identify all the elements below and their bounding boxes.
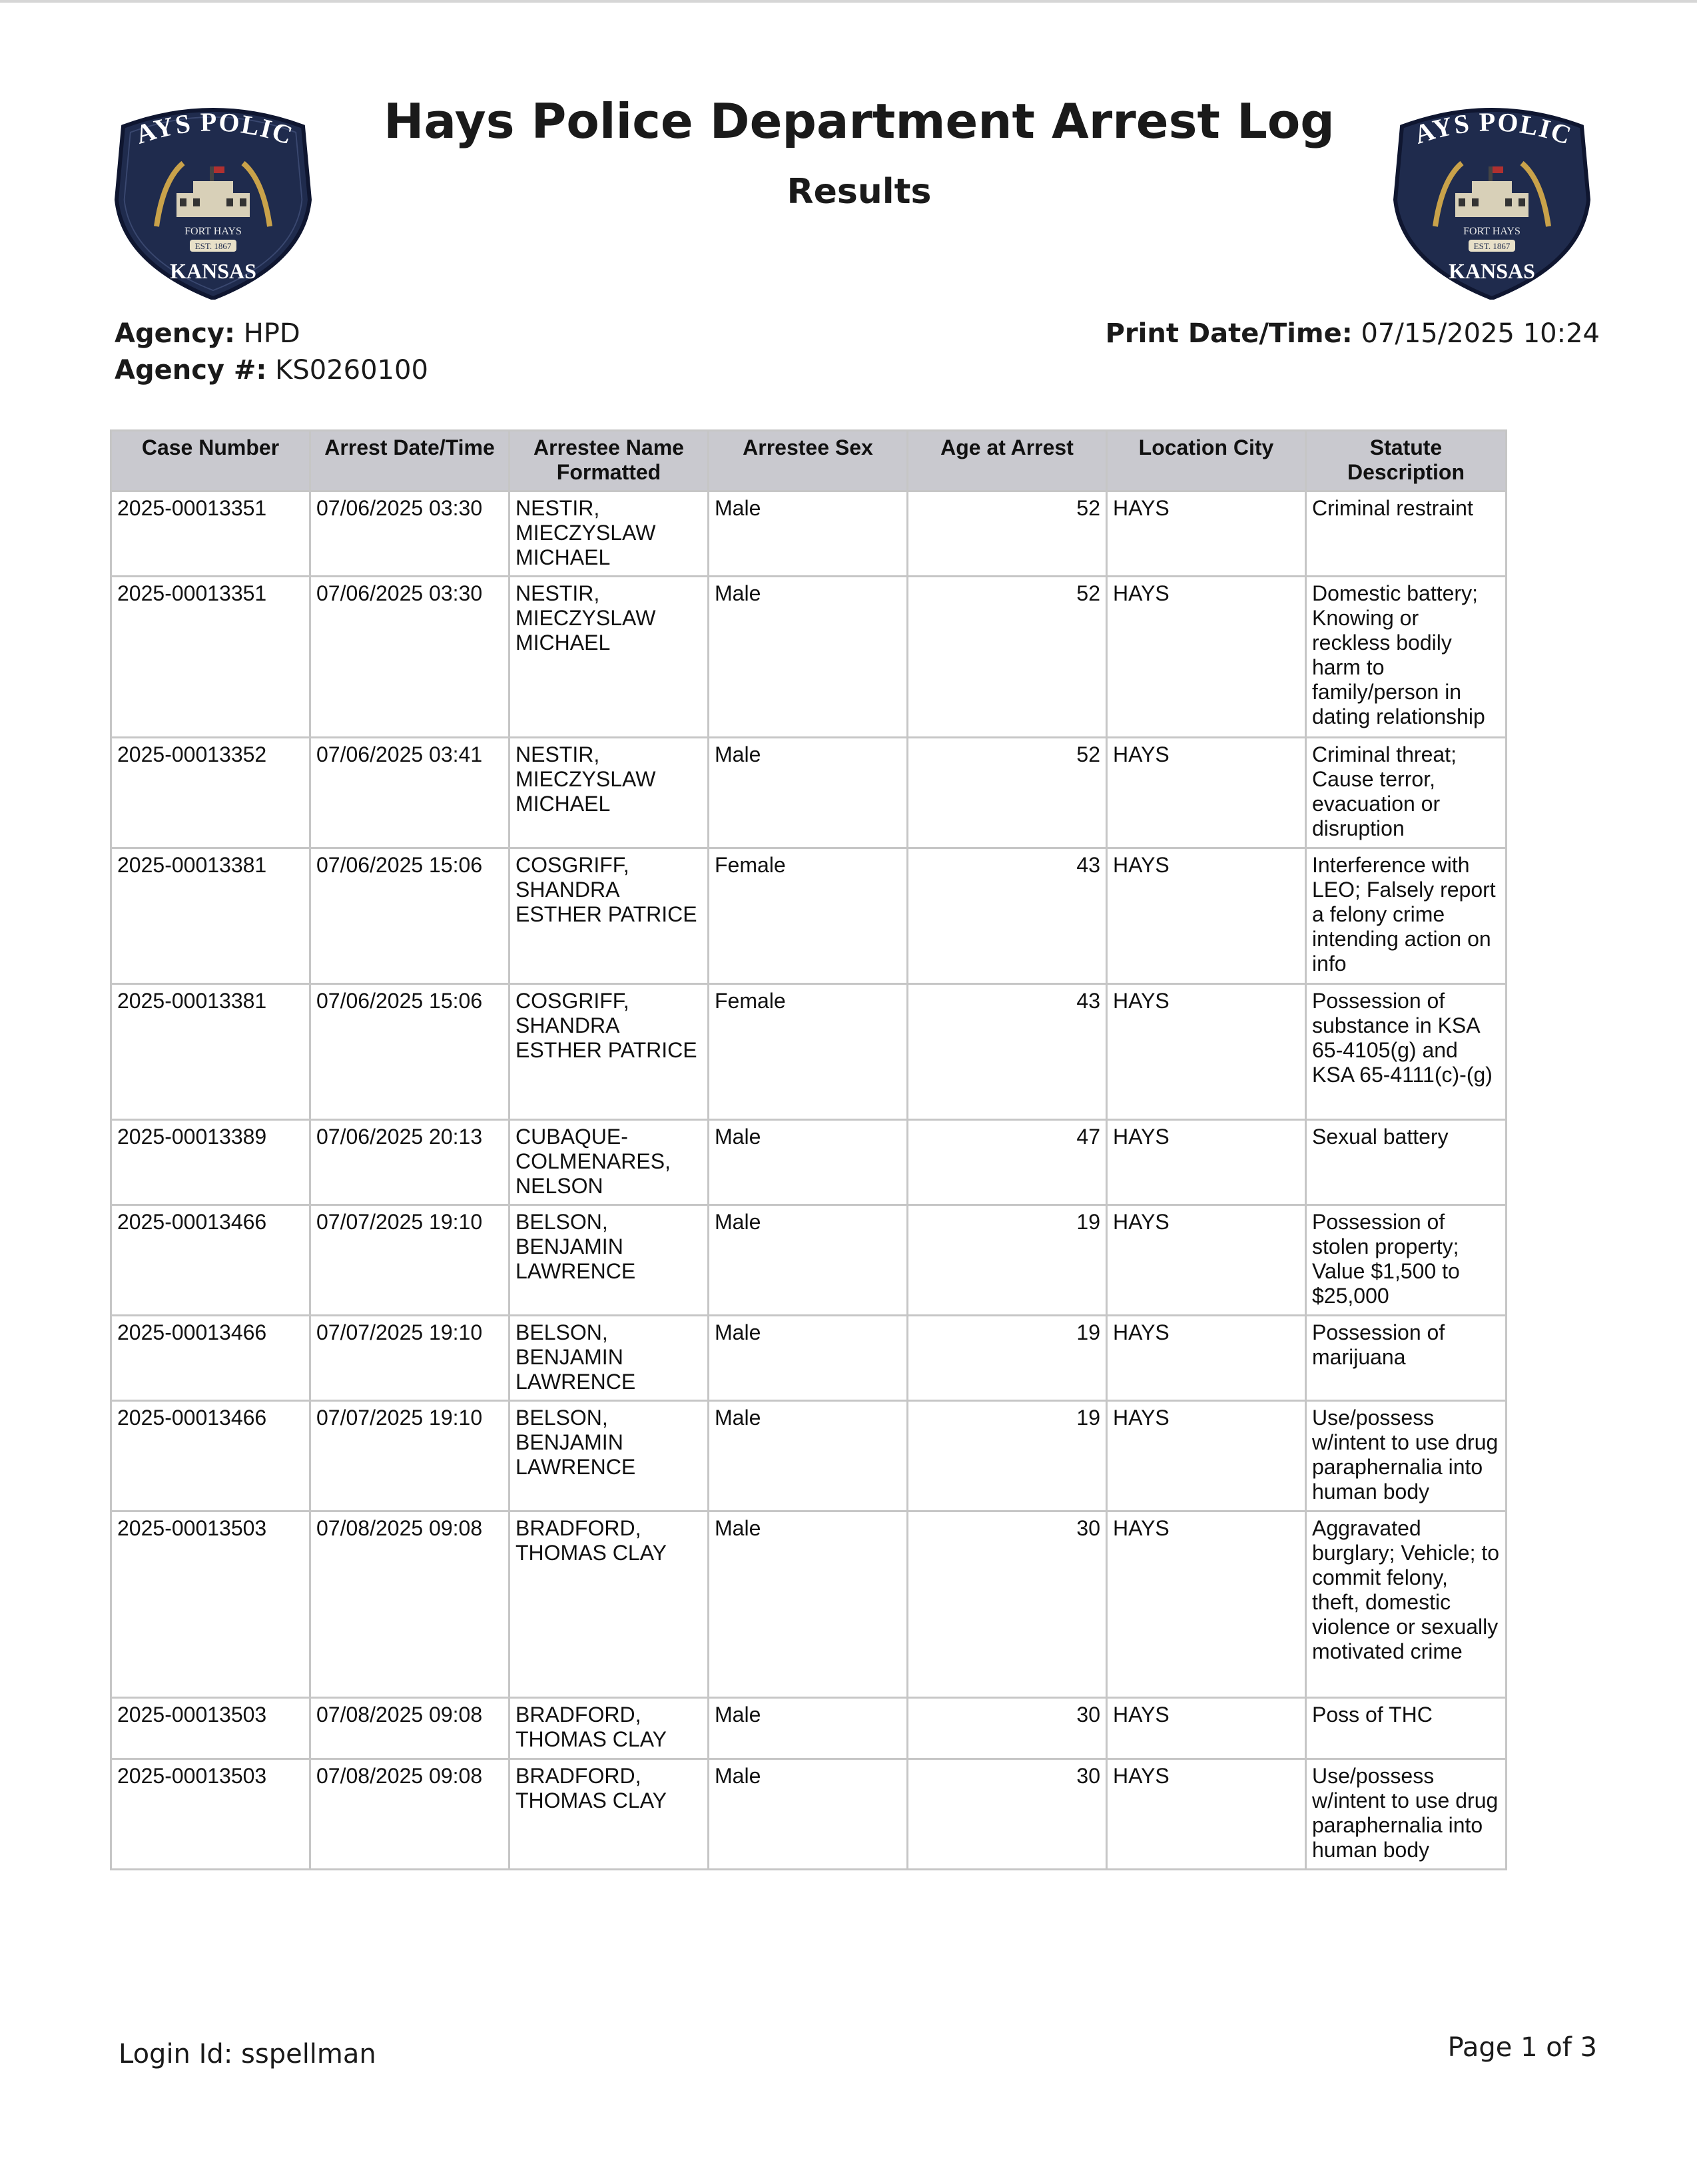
age-cell: 19 <box>908 1316 1107 1401</box>
arrestee-name-cell: NESTIR, MIECZYSLAW MICHAEL <box>509 491 709 577</box>
print-date-label: Print Date/Time: <box>1105 318 1353 349</box>
table-row <box>111 984 1507 1120</box>
statute-cell: Criminal restraint <box>1306 491 1507 577</box>
arrest-datetime-cell: 07/06/2025 03:41 <box>310 738 509 848</box>
arrestee-sex-cell: Male <box>709 491 908 577</box>
table-row <box>111 1316 1507 1401</box>
arrestee-name-cell: CUBAQUE-COLMENARES, NELSON <box>509 1120 709 1205</box>
statute-cell: Possession of marijuana <box>1306 1316 1507 1401</box>
city-cell: HAYS <box>1107 1759 1306 1870</box>
arrest-datetime-cell: 07/08/2025 09:08 <box>310 1759 509 1870</box>
table-row <box>111 577 1507 738</box>
arrestee-name-cell: NESTIR, MIECZYSLAW MICHAEL <box>509 738 709 848</box>
case-number-cell: 2025-00013503 <box>111 1511 310 1698</box>
hays-police-badge-left <box>110 100 316 300</box>
login-value: sspellman <box>241 2039 376 2069</box>
city-cell: HAYS <box>1107 1316 1306 1401</box>
agency-value: HPD <box>243 318 300 349</box>
statute-cell: Possession of stolen property; Value $1,500 to $25,000 <box>1306 1205 1507 1316</box>
arrestee-name-cell: BRADFORD, THOMAS CLAY <box>509 1698 709 1759</box>
arrestee-sex-cell: Male <box>709 1698 908 1759</box>
table-row <box>111 1120 1507 1205</box>
case-number-cell: 2025-00013351 <box>111 491 310 577</box>
arrest-datetime-cell: 07/06/2025 03:30 <box>310 491 509 577</box>
arrest-datetime-cell: 07/08/2025 09:08 <box>310 1511 509 1698</box>
badge-bottom-text: KANSAS <box>170 259 256 283</box>
city-cell: HAYS <box>1107 984 1306 1120</box>
statute-cell: Domestic battery; Knowing or reckless bodily harm to family/person in dating relationship <box>1306 577 1507 738</box>
page-indicator: Page 1 of 3 <box>1447 2032 1597 2063</box>
agency-number-value: KS0260100 <box>275 355 428 386</box>
agency-number-label: Agency #: <box>115 355 267 386</box>
case-number-cell: 2025-00013466 <box>111 1401 310 1511</box>
arrestee-sex-cell: Female <box>709 984 908 1120</box>
arrestee-name-cell: COSGRIFF, SHANDRA ESTHER PATRICE <box>509 984 709 1120</box>
hays-police-badge-right <box>1389 100 1595 300</box>
age-cell: 19 <box>908 1401 1107 1511</box>
table-header-row <box>111 431 1507 491</box>
arrestee-sex-cell: Male <box>709 1316 908 1401</box>
print-date-value: 07/15/2025 10:24 <box>1361 318 1600 349</box>
city-cell: HAYS <box>1107 1205 1306 1316</box>
age-cell: 52 <box>908 577 1107 738</box>
page-title: Hays Police Department Arrest Log <box>384 93 1335 149</box>
age-cell: 30 <box>908 1698 1107 1759</box>
scan-edge-line <box>0 0 1697 3</box>
column-header: Arrestee Sex <box>709 431 908 491</box>
city-cell: HAYS <box>1107 491 1306 577</box>
page-subtitle: Results <box>787 172 932 212</box>
table-row <box>111 1205 1507 1316</box>
table-row <box>111 1401 1507 1511</box>
age-cell: 19 <box>908 1205 1107 1316</box>
arrestee-sex-cell: Male <box>709 1511 908 1698</box>
case-number-cell: 2025-00013503 <box>111 1759 310 1870</box>
city-cell: HAYS <box>1107 577 1306 738</box>
column-header: Age at Arrest <box>908 431 1107 491</box>
agency-number-line <box>115 355 428 386</box>
case-number-cell: 2025-00013466 <box>111 1205 310 1316</box>
table-row <box>111 491 1507 577</box>
table-row <box>111 848 1507 984</box>
case-number-cell: 2025-00013351 <box>111 577 310 738</box>
case-number-cell: 2025-00013503 <box>111 1698 310 1759</box>
agency-line <box>115 318 300 349</box>
column-header: Arrest Date/Time <box>310 431 509 491</box>
column-header: Statute Description <box>1306 431 1507 491</box>
city-cell: HAYS <box>1107 738 1306 848</box>
column-header: Arrestee Name Formatted <box>509 431 709 491</box>
badge-bottom-text: KANSAS <box>1449 259 1535 283</box>
case-number-cell: 2025-00013466 <box>111 1316 310 1401</box>
arrest-datetime-cell: 07/07/2025 19:10 <box>310 1316 509 1401</box>
login-id-line <box>119 2039 376 2069</box>
login-label: Login Id: <box>119 2039 233 2069</box>
badge-est-text: EST. 1867 <box>1473 241 1511 251</box>
statute-cell: Possession of substance in KSA 65-4105(g) and KSA 65-4111(c)-(g) <box>1306 984 1507 1120</box>
statute-cell: Use/possess w/intent to use drug paraphernalia into human body <box>1306 1401 1507 1511</box>
arrest-datetime-cell: 07/06/2025 03:30 <box>310 577 509 738</box>
badge-middle-text: FORT HAYS <box>184 226 242 237</box>
age-cell: 47 <box>908 1120 1107 1205</box>
badge-top-text: AYS POLIC <box>132 107 298 151</box>
arrestee-sex-cell: Female <box>709 848 908 984</box>
arrestee-name-cell: BELSON, BENJAMIN LAWRENCE <box>509 1316 709 1401</box>
statute-cell: Use/possess w/intent to use drug paraphernalia into human body <box>1306 1759 1507 1870</box>
badge-top-text: AYS POLIC <box>1411 107 1576 151</box>
case-number-cell: 2025-00013389 <box>111 1120 310 1205</box>
arrest-log-table <box>110 429 1507 1870</box>
arrest-datetime-cell: 07/06/2025 15:06 <box>310 984 509 1120</box>
age-cell: 52 <box>908 491 1107 577</box>
print-date-line <box>1106 318 1600 349</box>
arrestee-sex-cell: Male <box>709 577 908 738</box>
age-cell: 43 <box>908 848 1107 984</box>
column-header: Location City <box>1107 431 1306 491</box>
statute-cell: Interference with LEO; Falsely report a felony crime intending action on info <box>1306 848 1507 984</box>
arrest-datetime-cell: 07/06/2025 20:13 <box>310 1120 509 1205</box>
arrest-datetime-cell: 07/08/2025 09:08 <box>310 1698 509 1759</box>
arrestee-sex-cell: Male <box>709 738 908 848</box>
arrestee-sex-cell: Male <box>709 1759 908 1870</box>
case-number-cell: 2025-00013352 <box>111 738 310 848</box>
case-number-cell: 2025-00013381 <box>111 984 310 1120</box>
city-cell: HAYS <box>1107 1120 1306 1205</box>
arrest-datetime-cell: 07/07/2025 19:10 <box>310 1205 509 1316</box>
table-row <box>111 1698 1507 1759</box>
arrestee-name-cell: BRADFORD, THOMAS CLAY <box>509 1511 709 1698</box>
city-cell: HAYS <box>1107 1401 1306 1511</box>
arrestee-name-cell: COSGRIFF, SHANDRA ESTHER PATRICE <box>509 848 709 984</box>
table-row <box>111 1511 1507 1698</box>
agency-label: Agency: <box>115 318 235 349</box>
arrest-datetime-cell: 07/06/2025 15:06 <box>310 848 509 984</box>
statute-cell: Poss of THC <box>1306 1698 1507 1759</box>
statute-cell: Criminal threat; Cause terror, evacuation or disruption <box>1306 738 1507 848</box>
arrestee-name-cell: BELSON, BENJAMIN LAWRENCE <box>509 1205 709 1316</box>
badge-middle-text: FORT HAYS <box>1463 226 1521 237</box>
arrestee-name-cell: BELSON, BENJAMIN LAWRENCE <box>509 1401 709 1511</box>
table-row <box>111 738 1507 848</box>
age-cell: 30 <box>908 1511 1107 1698</box>
arrest-datetime-cell: 07/07/2025 19:10 <box>310 1401 509 1511</box>
statute-cell: Aggravated burglary; Vehicle; to commit felony, theft, domestic violence or sexually motivated crime <box>1306 1511 1507 1698</box>
city-cell: HAYS <box>1107 848 1306 984</box>
city-cell: HAYS <box>1107 1698 1306 1759</box>
age-cell: 43 <box>908 984 1107 1120</box>
arrestee-sex-cell: Male <box>709 1120 908 1205</box>
statute-cell: Sexual battery <box>1306 1120 1507 1205</box>
column-header: Case Number <box>111 431 310 491</box>
arrestee-name-cell: BRADFORD, THOMAS CLAY <box>509 1759 709 1870</box>
badge-est-text: EST. 1867 <box>194 241 232 251</box>
arrestee-sex-cell: Male <box>709 1205 908 1316</box>
arrestee-sex-cell: Male <box>709 1401 908 1511</box>
city-cell: HAYS <box>1107 1511 1306 1698</box>
arrestee-name-cell: NESTIR, MIECZYSLAW MICHAEL <box>509 577 709 738</box>
table-row <box>111 1759 1507 1870</box>
age-cell: 30 <box>908 1759 1107 1870</box>
age-cell: 52 <box>908 738 1107 848</box>
case-number-cell: 2025-00013381 <box>111 848 310 984</box>
